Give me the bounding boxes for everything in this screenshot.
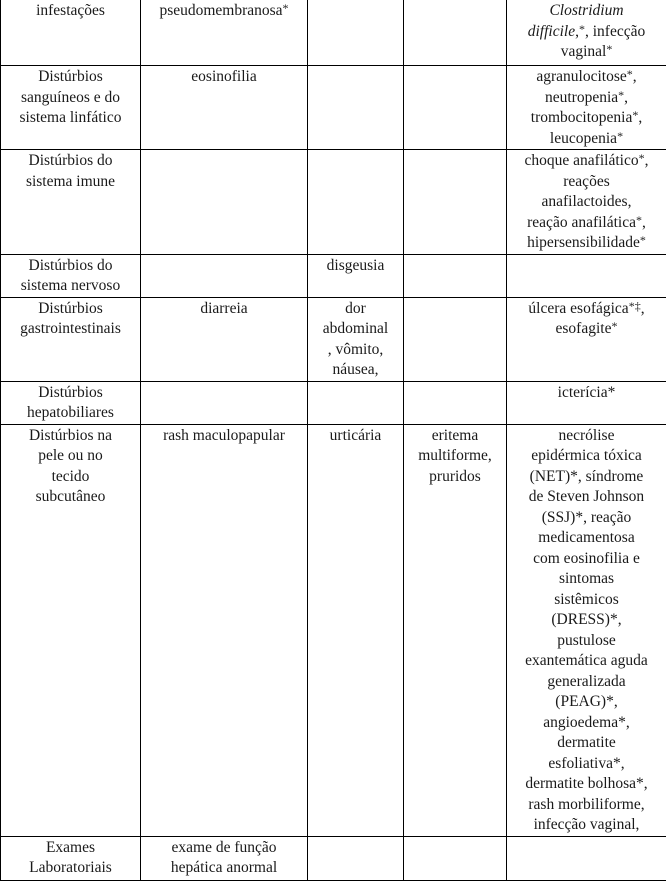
reaction-text: [510, 487, 663, 508]
reaction-term: neutropenia: [545, 89, 618, 106]
frequency-cell-unknown: [507, 150, 666, 255]
table-row: [1, 836, 666, 880]
frequency-cell-rare: [404, 424, 507, 836]
reaction-text: [510, 508, 663, 529]
reaction-text: [510, 569, 663, 590]
reaction-term: angioedema*,: [543, 714, 630, 731]
reaction-text: [510, 795, 663, 816]
frequency-cell-rare: [404, 0, 507, 66]
reaction-text: [510, 549, 663, 570]
reaction-term: reação anafilática: [527, 214, 636, 231]
category-cell: [1, 836, 141, 880]
reaction-term: dermatite: [557, 734, 616, 751]
reaction-term: ,: [633, 68, 637, 85]
reaction-text: [510, 672, 663, 693]
frequency-cell-unknown: [507, 254, 666, 297]
footnote-marker: *: [618, 88, 624, 102]
reaction-term: leucopenia: [550, 130, 617, 147]
reaction-text: eritema: [407, 426, 503, 447]
reaction-term: esfoliativa*,: [548, 755, 624, 772]
reaction-text: [510, 213, 663, 234]
reaction-term: dermatite bolhosa*,: [525, 775, 647, 792]
reaction-text: disgeusia: [311, 256, 400, 277]
category-text: sistema imune: [4, 172, 137, 193]
reaction-term: hipersensibilidade: [527, 234, 640, 251]
reaction-text: pruridos: [407, 467, 503, 488]
reaction-term: reações: [563, 173, 609, 190]
reaction-term: pseudomembranosa: [159, 2, 282, 19]
reaction-text: urticária: [311, 426, 400, 447]
reaction-text: dor: [311, 299, 400, 320]
reaction-term: eosinofilia: [191, 68, 256, 85]
reaction-term: anafilactoides,: [542, 193, 632, 210]
reaction-term: (PEAG)*,: [555, 693, 617, 710]
frequency-cell-unknown: [507, 381, 666, 424]
reaction-text: [510, 319, 663, 340]
reaction-term: ,: [624, 89, 628, 106]
category-text: Laboratoriais: [4, 858, 137, 879]
category-text: sistema linfático: [4, 108, 137, 129]
reaction-term: (DRESS)*,: [551, 611, 621, 628]
reaction-text: multiforme,: [407, 446, 503, 467]
reaction-term: choque anafilático: [525, 152, 639, 169]
frequency-cell-rare: [404, 836, 507, 880]
reaction-text: [510, 22, 663, 43]
reaction-term: icterícia*: [558, 384, 616, 401]
table-row: [1, 424, 666, 836]
category-cell: [1, 424, 141, 836]
table-body: [1, 0, 666, 880]
frequency-cell-uncommon: [308, 836, 404, 880]
reaction-text: [510, 631, 663, 652]
category-text: Distúrbios: [4, 67, 137, 88]
reaction-text: , vômito,: [311, 340, 400, 361]
reaction-text: [144, 67, 304, 88]
reaction-term: com eosinofilia e: [533, 550, 640, 567]
frequency-cell-rare: [404, 297, 507, 381]
reaction-term: difficile: [528, 23, 575, 40]
category-cell: [1, 66, 141, 150]
frequency-cell-common: [141, 66, 308, 150]
category-text: gastrointestinais: [4, 319, 137, 340]
reaction-text: [144, 838, 304, 859]
reaction-text: [510, 651, 663, 672]
category-text: sistema nervoso: [4, 276, 137, 297]
reaction-term: ,: [642, 214, 646, 231]
reaction-term: sintomas: [559, 570, 614, 587]
footnote-marker: *: [639, 151, 645, 165]
frequency-cell-unknown: [507, 297, 666, 381]
frequency-cell-unknown: [507, 66, 666, 150]
frequency-cell-common: [141, 381, 308, 424]
reaction-term: trombocitopenia: [531, 109, 633, 126]
reaction-term: , infecção: [585, 23, 645, 40]
reaction-term: (NET)*, síndrome: [530, 468, 644, 485]
category-text: pele ou no: [4, 446, 137, 467]
category-cell: [1, 297, 141, 381]
frequency-cell-uncommon: [308, 381, 404, 424]
frequency-cell-rare: [404, 381, 507, 424]
frequency-cell-uncommon: [308, 254, 404, 297]
reaction-term: ,: [645, 152, 649, 169]
category-text: subcutâneo: [4, 487, 137, 508]
reaction-term: Clostridium: [549, 2, 623, 19]
category-text: tecido: [4, 467, 137, 488]
frequency-cell-common: [141, 297, 308, 381]
frequency-cell-common: [141, 150, 308, 255]
category-text: infestações: [4, 1, 137, 22]
reaction-term: infecção vaginal,: [534, 816, 640, 833]
table-row: [1, 297, 666, 381]
frequency-cell-uncommon: [308, 297, 404, 381]
reaction-text: [510, 88, 663, 109]
category-text: Exames: [4, 838, 137, 859]
reaction-text: [510, 815, 663, 836]
reaction-term: de Steven Johnson: [529, 488, 644, 505]
reaction-term: sistêmicos: [554, 591, 619, 608]
footnote-marker: *: [606, 42, 612, 56]
reaction-text: [510, 1, 663, 22]
frequency-cell-uncommon: [308, 424, 404, 836]
frequency-cell-unknown: [507, 0, 666, 66]
reaction-text: [144, 858, 304, 879]
footnote-marker: *: [283, 1, 289, 15]
reaction-term: epidérmica tóxica: [531, 447, 642, 464]
footnote-marker: *: [640, 233, 646, 247]
frequency-cell-rare: [404, 66, 507, 150]
reaction-text: [510, 233, 663, 254]
category-cell: [1, 254, 141, 297]
reaction-text: [510, 42, 663, 63]
frequency-cell-rare: [404, 150, 507, 255]
footnote-marker: *: [627, 67, 633, 81]
reaction-text: [510, 610, 663, 631]
reaction-text: abdominal: [311, 319, 400, 340]
frequency-cell-common: [141, 424, 308, 836]
frequency-cell-unknown: [507, 424, 666, 836]
reaction-text: [510, 754, 663, 775]
reaction-term: exantemática aguda: [525, 652, 648, 669]
footnote-marker: *‡: [629, 299, 641, 313]
frequency-cell-uncommon: [308, 150, 404, 255]
frequency-cell-common: [141, 836, 308, 880]
reaction-text: [510, 192, 663, 213]
reaction-text: [510, 774, 663, 795]
reaction-text: [510, 108, 663, 129]
table-row: [1, 254, 666, 297]
reaction-term: necrólise: [559, 427, 615, 444]
reaction-text: [510, 528, 663, 549]
category-text: hepatobiliares: [4, 403, 137, 424]
reaction-text: [510, 172, 663, 193]
category-cell: [1, 150, 141, 255]
reaction-text: [510, 129, 663, 150]
frequency-cell-common: [141, 0, 308, 66]
category-cell: [1, 381, 141, 424]
reaction-text: [144, 299, 304, 320]
reaction-term: ,: [638, 109, 642, 126]
reaction-term: vaginal: [561, 43, 607, 60]
category-text: sanguíneos e do: [4, 88, 137, 109]
reaction-text: [510, 733, 663, 754]
reaction-text: [510, 446, 663, 467]
footnote-marker: *: [632, 108, 638, 122]
footnote-marker: *: [636, 213, 642, 227]
footnote-marker: *: [611, 319, 617, 333]
reaction-text: [510, 299, 663, 320]
table-row: [1, 66, 666, 150]
reaction-term: ,: [575, 23, 579, 40]
reaction-term: esofagite: [556, 320, 612, 337]
reaction-text: [144, 426, 304, 447]
reaction-term: pustulose: [557, 632, 616, 649]
reaction-term: hepática anormal: [171, 859, 277, 876]
reaction-term: ,: [641, 300, 645, 317]
reaction-text: [510, 426, 663, 447]
reaction-term: agranulocitose: [536, 68, 626, 85]
category-text: Distúrbios na: [4, 426, 137, 447]
category-cell: [1, 0, 141, 66]
reaction-text: [510, 692, 663, 713]
reaction-text: [510, 590, 663, 611]
reaction-term: rash morbiliforme,: [528, 796, 644, 813]
frequency-cell-common: [141, 254, 308, 297]
reaction-text: náusea,: [311, 360, 400, 381]
reaction-text: [510, 713, 663, 734]
footnote-marker: *: [579, 22, 585, 36]
table-row: [1, 0, 666, 66]
reaction-text: [510, 67, 663, 88]
footnote-marker: *: [617, 129, 623, 143]
reaction-text: [510, 383, 663, 404]
category-text: Distúrbios: [4, 383, 137, 404]
reaction-term: exame de função: [172, 839, 277, 856]
category-text: Distúrbios do: [4, 151, 137, 172]
table-row: [1, 150, 666, 255]
reaction-term: (SSJ)*, reação: [542, 509, 632, 526]
table-row: [1, 381, 666, 424]
frequency-cell-unknown: [507, 836, 666, 880]
reaction-text: [144, 1, 304, 22]
reaction-term: úlcera esofágica: [528, 300, 628, 317]
reaction-text: [510, 151, 663, 172]
frequency-cell-uncommon: [308, 66, 404, 150]
reaction-term: diarreia: [200, 300, 247, 317]
reaction-term: rash maculopapular: [163, 427, 285, 444]
frequency-cell-rare: [404, 254, 507, 297]
frequency-cell-uncommon: [308, 0, 404, 66]
category-text: Distúrbios do: [4, 256, 137, 277]
reaction-term: medicamentosa: [538, 529, 634, 546]
reaction-text: [510, 467, 663, 488]
reaction-term: generalizada: [547, 673, 625, 690]
category-text: Distúrbios: [4, 299, 137, 320]
